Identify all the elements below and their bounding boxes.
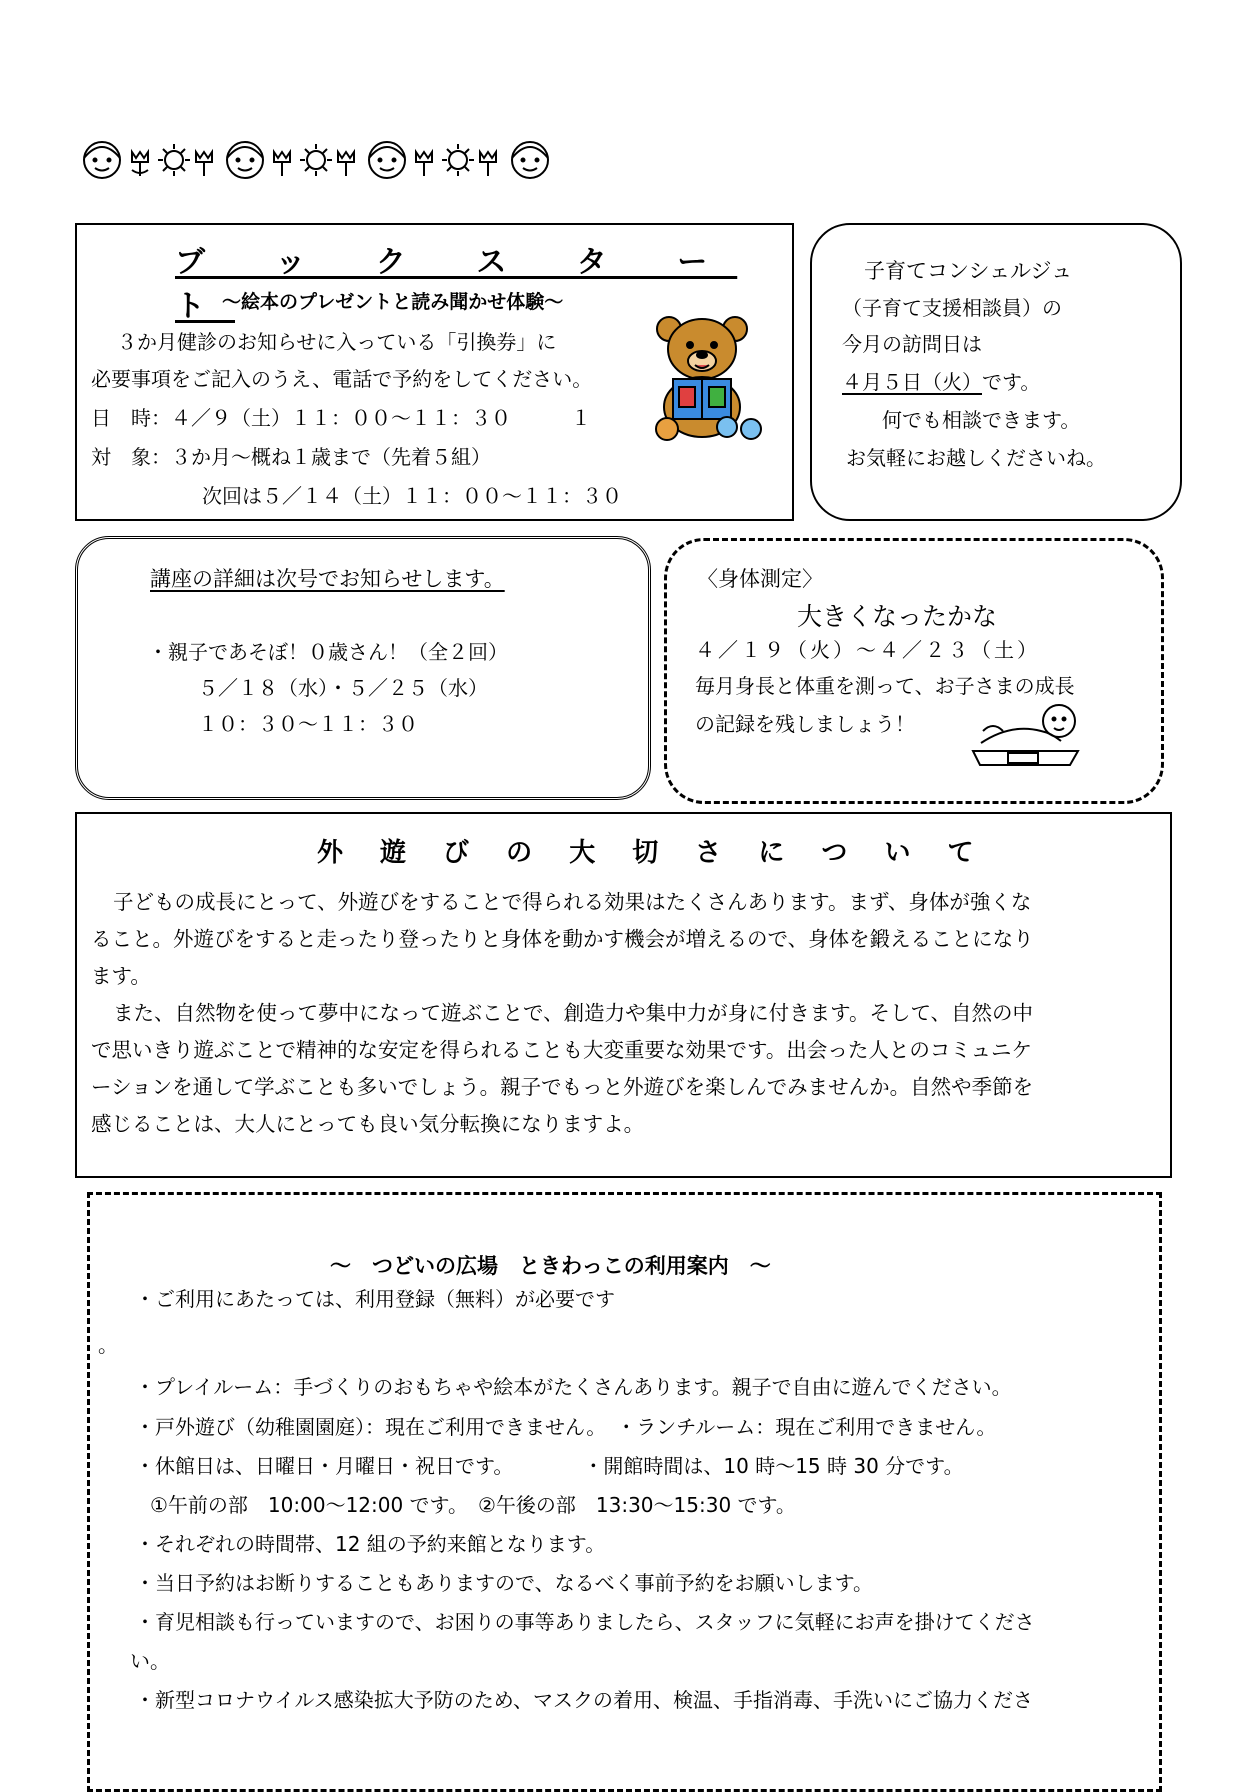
tulip-icon xyxy=(416,152,432,176)
measurement-line: の記録を残しましょう！ xyxy=(695,712,915,736)
concierge-date-suffix: です。 xyxy=(982,370,1041,394)
outdoor-paragraph-line: ること。外遊びをすると走ったり登ったりと身体を動かす機会が増えるので、身体を鍛えることになり xyxy=(91,927,1034,951)
baby-on-scale-illustration xyxy=(963,691,1093,771)
tulip-icon xyxy=(196,152,212,176)
guide-line: ①午前の部 10:00～12:00 です。 ②午後の部 13:30～15:30 です。 xyxy=(150,1493,796,1517)
course-name: ・親子であそぼ！０歳さん！（全２回） xyxy=(148,640,508,664)
measurement-dates: ４／１９（火）～４／２３（土） xyxy=(695,638,1040,662)
bear-reading-illustration xyxy=(647,309,777,449)
tulip-icon xyxy=(132,152,148,176)
outdoor-paragraph-line: また、自然物を使って夢中になって遊ぶことで、創造力や集中力が身に付きます。そして、自然の中 xyxy=(113,1001,1034,1025)
decorative-header-border xyxy=(80,138,600,180)
outdoor-paragraph-line: ます。 xyxy=(91,964,151,988)
outdoor-paragraph-line: で思いきり遊ぶことで精神的な安定を得られることも大変重要な効果です。出会った人とのコミュニケ xyxy=(91,1038,1032,1062)
guide-line: 。 xyxy=(98,1333,118,1357)
usage-guide-section xyxy=(87,1192,1162,1792)
child-face-icon xyxy=(369,142,405,178)
guide-line: ・育児相談も行っていますので、お困りの事等ありましたら、スタッフに気軽にお声を掛けてくださ xyxy=(135,1610,1035,1634)
concierge-visit-date: ４月５日（火） xyxy=(842,370,982,394)
bookstart-target: 対 象：３か月～概ね１歳まで（先着５組） xyxy=(91,445,491,469)
tulip-icon xyxy=(338,152,354,176)
bookstart-next: 次回は５／１４（土）１１：００～１１：３０ xyxy=(202,484,622,508)
bookstart-datetime: 日 時：４／９（土）１１：００～１１：３０ １ xyxy=(91,406,591,430)
tulip-icon xyxy=(480,152,496,176)
course-dates: ５／１８（水）・５／２５（水） xyxy=(198,676,488,700)
guide-line: ・休館日は、日曜日・月曜日・祝日です。 ・開館時間は、10 時～15 時 30 分です。 xyxy=(135,1454,964,1478)
concierge-line: 何でも相談できます。 xyxy=(882,408,1081,432)
outdoor-play-section xyxy=(75,812,1172,1178)
guide-title: ～ つどいの広場 ときわっこの利用案内 ～ xyxy=(330,1254,771,1278)
guide-line: ・戸外遊び（幼稚園園庭）：現在ご利用できません。 ・ランチルーム：現在ご利用できません。 xyxy=(135,1415,997,1439)
bookstart-line: 必要事項をご記入のうえ、電話で予約をしてください。 xyxy=(91,367,593,391)
bookstart-subtitle: ～絵本のプレゼントと読み聞かせ体験～ xyxy=(222,291,564,313)
concierge-title: 子育てコンシェルジュ xyxy=(864,259,1073,283)
outdoor-paragraph-line: ーションを通して学ぶことも多いでしょう。親子でもっと外遊びを楽しんでみませんか。自然や季節を xyxy=(91,1075,1034,1099)
guide-line: ・新型コロナウイルス感染拡大予防のため、マスクの着用、検温、手指消毒、手洗いにご協力くださ xyxy=(135,1688,1033,1712)
measurement-line: 毎月身長と体重を測って、お子さまの成長 xyxy=(695,674,1075,698)
bookstart-section xyxy=(75,223,794,521)
guide-line: ・プレイルーム：手づくりのおもちゃや絵本がたくさんあります。親子で自由に遊んでください。 xyxy=(135,1375,1012,1399)
child-face-icon xyxy=(227,142,263,178)
concierge-line: お気軽にお越しくださいね。 xyxy=(846,446,1106,470)
outdoor-body xyxy=(91,884,1034,1143)
sun-icon xyxy=(300,144,332,176)
concierge-line: 今月の訪問日は xyxy=(842,332,982,356)
child-face-icon xyxy=(84,142,120,178)
outdoor-paragraph-line: 感じることは、大人にとっても良い気分転換になりますよ。 xyxy=(91,1112,645,1136)
outdoor-title: 外 遊 び の 大 切 さ に つ い て xyxy=(317,838,988,868)
concierge-section xyxy=(810,223,1182,521)
bookstart-title: ブ ッ ク ス タ ー ト xyxy=(175,245,738,324)
course-section xyxy=(75,536,651,800)
guide-line: ・ご利用にあたっては、利用登録（無料）が必要です xyxy=(135,1287,615,1311)
body-measurement-section xyxy=(664,538,1164,804)
concierge-line: （子育て支援相談員）の xyxy=(842,296,1062,320)
guide-line: ・当日予約はお断りすることもありますので、なるべく事前予約をお願いします。 xyxy=(135,1571,873,1595)
sun-icon xyxy=(442,144,474,176)
course-time: １０：３０～１１：３０ xyxy=(198,712,418,736)
sun-icon xyxy=(158,144,190,176)
measurement-heading: 〈身体測定〉 xyxy=(697,567,823,591)
guide-line: ・それぞれの時間帯、12 組の予約来館となります。 xyxy=(135,1532,606,1556)
concierge-date-line xyxy=(842,369,1040,395)
child-face-icon xyxy=(512,142,548,178)
tulip-icon xyxy=(274,152,290,176)
course-title: 講座の詳細は次号でお知らせします。 xyxy=(150,567,505,591)
guide-line: い。 xyxy=(130,1649,170,1673)
outdoor-paragraph-line: 子どもの成長にとって、外遊びをすることで得られる効果はたくさんあります。まず、身体が強くな xyxy=(113,890,1032,914)
measurement-title: 大きくなったかな xyxy=(797,602,998,631)
bookstart-line: ３か月健診のお知らせに入っている「引換券」に xyxy=(117,330,557,354)
